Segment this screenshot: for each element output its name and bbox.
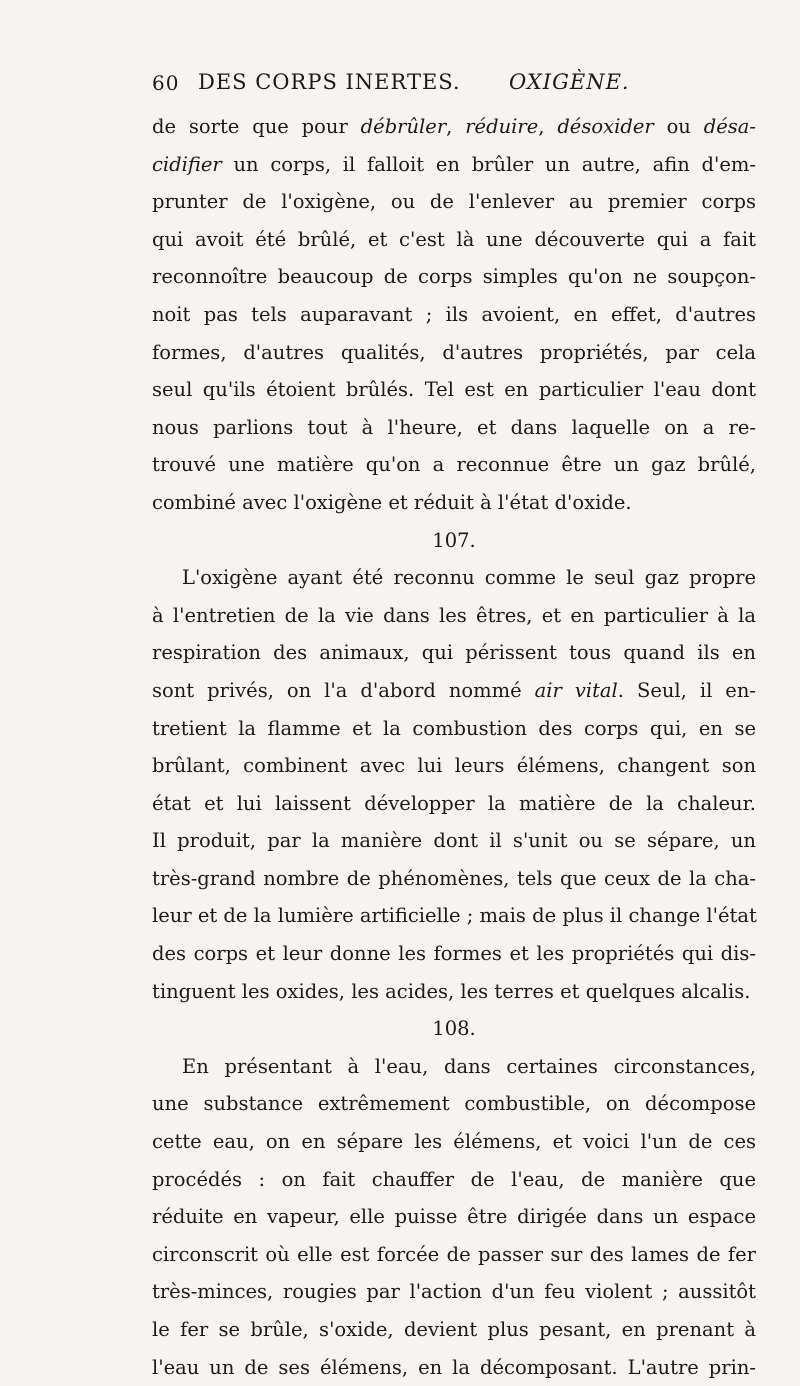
text-line: des corps et leur donne les formes et les propriétés qui dis- <box>152 942 756 966</box>
text-line: l'eau un de ses élémens, en la décomposant. L'autre prin- <box>152 1355 756 1379</box>
text-line: trouvé une matière qu'on a reconnue être un gaz brûlé, <box>152 453 756 477</box>
text-line: procédés : on fait chauffer de l'eau, de manière que <box>152 1167 756 1191</box>
text-line: cette eau, on en sépare les élémens, et voici l'un de ces <box>152 1130 756 1154</box>
text-line: très-minces, rougies par l'action d'un feu violent ; aussitôt <box>152 1280 756 1304</box>
text-line: reconnoître beaucoup de corps simples qu'on ne soupçon- <box>152 265 756 289</box>
text-line: de sorte que pour débrûler, réduire, désoxider ou désa- <box>152 115 756 138</box>
text-line: Il produit, par la manière dont il s'unit ou se sépare, un <box>152 829 756 853</box>
page-number: 60 <box>152 71 180 95</box>
text-line: une substance extrêmement combustible, on décompose <box>152 1092 756 1116</box>
text-line: réduite en vapeur, elle puisse être dirigée dans un espace <box>152 1205 756 1229</box>
text-line: très-grand nombre de phénomènes, tels que ceux de la cha- <box>152 866 756 890</box>
text-line: qui avoit été brûlé, et c'est là une découverte qui a fait <box>152 227 756 251</box>
text-line: leur et de la lumière artificielle ; mais de plus il change l'état <box>152 904 757 928</box>
body-text <box>152 108 756 1386</box>
text-line: nous parlions tout à l'heure, et dans laquelle on a re- <box>152 415 756 439</box>
text-line: combiné avec l'oxigène et réduit à l'état d'oxide. <box>152 490 632 514</box>
section-number: 107. <box>432 528 476 552</box>
running-subtitle: OXIGÈNE. <box>509 70 630 94</box>
text-line: noit pas tels auparavant ; ils avoient, en effet, d'autres <box>152 302 756 326</box>
text-line: En présentant à l'eau, dans certaines circonstances, <box>182 1054 756 1078</box>
running-head <box>152 70 672 100</box>
text-line: circonscrit où elle est forcée de passer sur des lames de fer <box>152 1242 756 1266</box>
section-number: 108. <box>432 1017 476 1041</box>
text-line: cidifier un corps, il falloit en brûler un autre, afin d'em- <box>152 152 756 176</box>
text-line: seul qu'ils étoient brûlés. Tel est en particulier l'eau dont <box>152 378 756 402</box>
text-line: tretient la flamme et la combustion des corps qui, en se <box>152 716 756 740</box>
text-line: respiration des animaux, qui périssent tous quand ils en <box>152 641 756 665</box>
text-line: le fer se brûle, s'oxide, devient plus pesant, en prenant à <box>152 1318 756 1341</box>
text-line: sont privés, on l'a d'abord nommé air vital. Seul, il en- <box>152 678 756 702</box>
text-line: état et lui laissent développer la matière de la chaleur. <box>152 791 756 815</box>
text-line: tinguent les oxides, les acides, les terres et quelques alcalis. <box>152 979 751 1003</box>
text-line: prunter de l'oxigène, ou de l'enlever au premier corps <box>152 190 756 214</box>
text-line: L'oxigène ayant été reconnu comme le seul gaz propre <box>182 566 756 590</box>
text-line: à l'entretien de la vie dans les êtres, et en particulier à la <box>152 603 756 627</box>
text-line: brûlant, combinent avec lui leurs élémens, changent son <box>152 754 756 778</box>
running-title: DES CORPS INERTES. <box>198 70 461 94</box>
text-line: formes, d'autres qualités, d'autres propriétés, par cela <box>152 340 756 364</box>
